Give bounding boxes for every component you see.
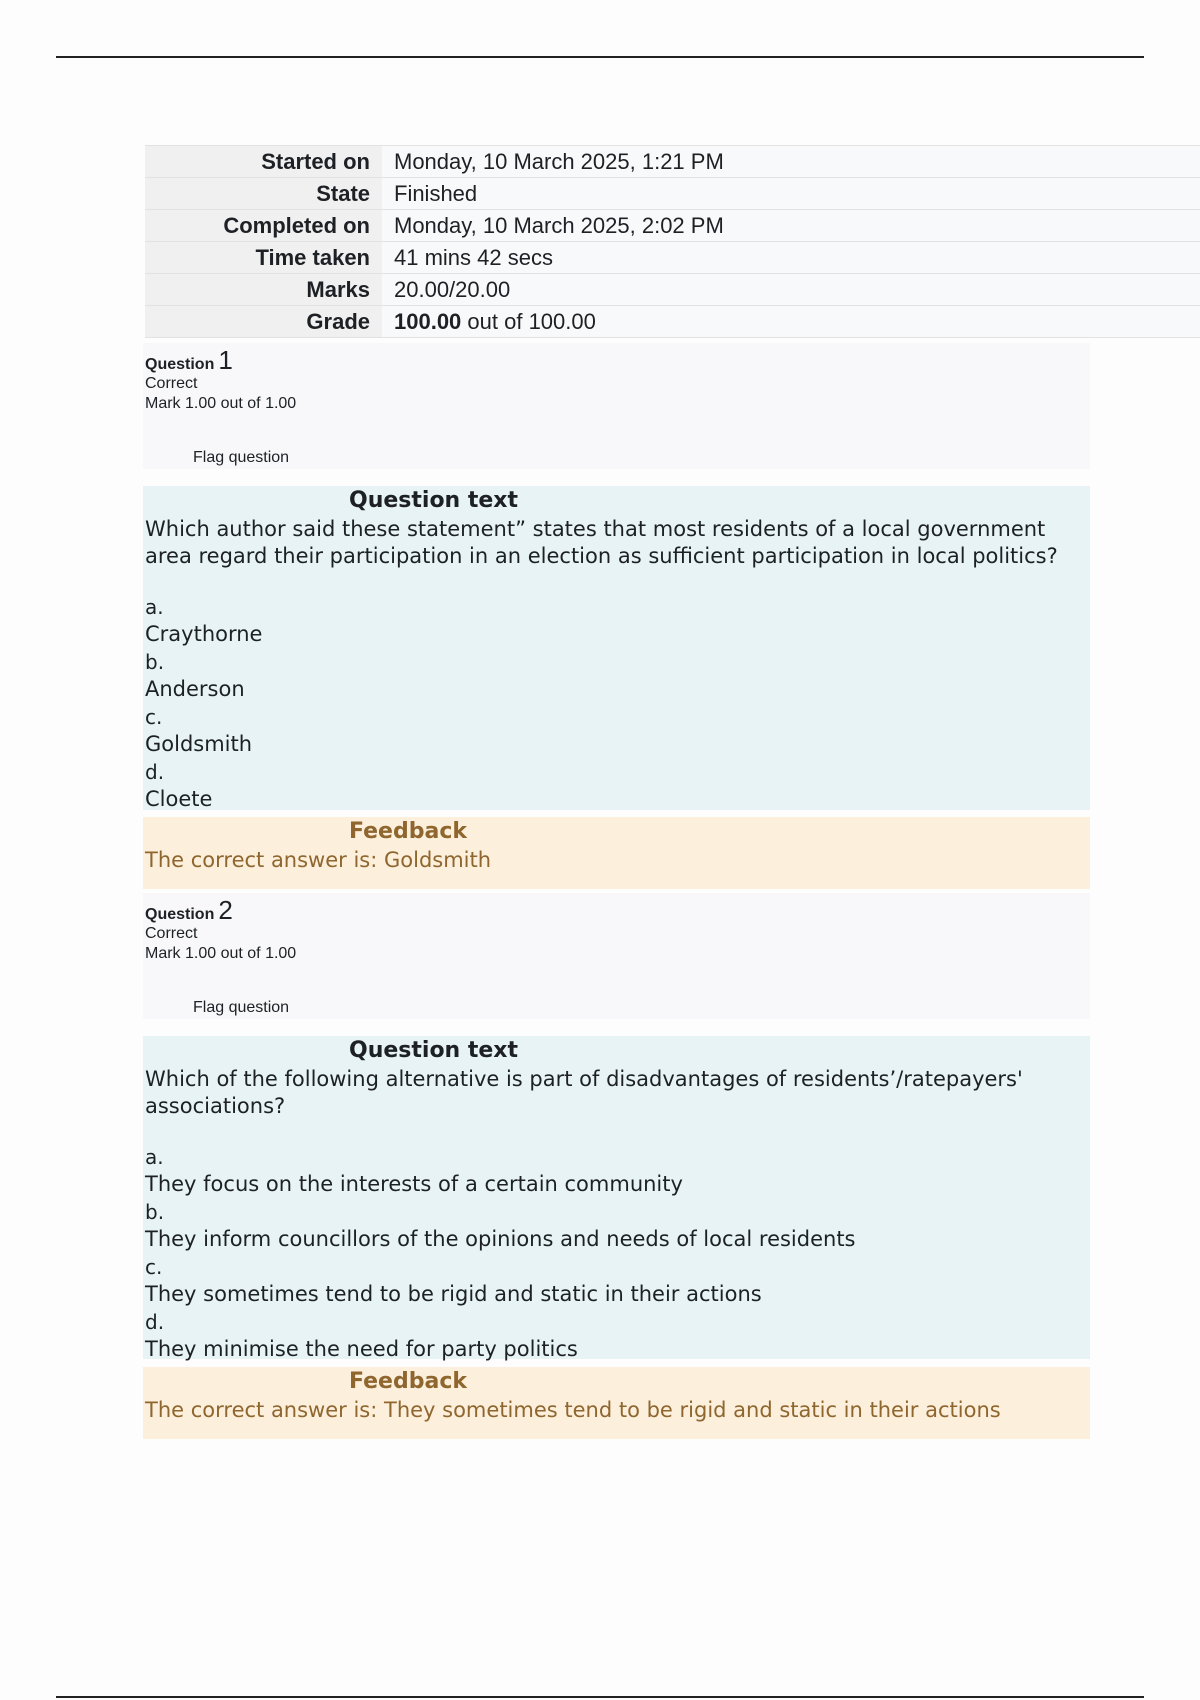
question-prompt: Which of the following alternative is part of disadvantages of residents’/ratepayers' associations? xyxy=(145,1067,1023,1118)
summary-label: Marks xyxy=(145,274,382,306)
answer-option-d[interactable] xyxy=(145,1309,1085,1364)
question-grade: Mark 1.00 out of 1.00 xyxy=(145,395,297,412)
question-state: Correct xyxy=(145,375,198,392)
answer-letter: c. xyxy=(145,705,163,729)
flag-question-link[interactable]: Flag question xyxy=(193,999,290,1016)
grade-max: out of 100.00 xyxy=(461,308,596,334)
answer-letter: c. xyxy=(145,1255,163,1279)
question-number xyxy=(145,345,233,376)
answer-option-c[interactable] xyxy=(145,704,1085,759)
question-2-feedback xyxy=(143,1367,1090,1439)
question-label: Question xyxy=(145,906,215,923)
answer-list xyxy=(145,594,1085,814)
answer-option-a[interactable] xyxy=(145,594,1085,649)
question-number-value: 2 xyxy=(218,895,233,925)
summary-row-completed-on xyxy=(145,210,1200,242)
answer-label: Craythorne xyxy=(145,622,263,646)
answer-label: They focus on the interests of a certain community xyxy=(145,1172,683,1196)
answer-letter: b. xyxy=(145,1200,165,1224)
answer-label: Cloete xyxy=(145,787,213,811)
question-1-feedback xyxy=(143,817,1090,889)
question-prompt: Which author said these statement” states that most residents of a local government area regard their participation in an election as sufficient participation in local politics? xyxy=(145,517,1058,568)
feedback-text: The correct answer is: Goldsmith xyxy=(145,848,492,872)
answer-letter: d. xyxy=(145,1310,165,1334)
summary-value xyxy=(382,306,1200,338)
summary-value: 41 mins 42 secs xyxy=(382,242,1200,274)
answer-letter: a. xyxy=(145,1145,164,1169)
summary-value: 20.00/20.00 xyxy=(382,274,1200,306)
summary-value: Finished xyxy=(382,178,1200,210)
question-label: Question xyxy=(145,356,215,373)
question-state: Correct xyxy=(145,925,198,942)
summary-row-marks xyxy=(145,274,1200,306)
answer-label: Goldsmith xyxy=(145,732,253,756)
grade-score: 100.00 xyxy=(394,308,462,334)
summary-row-time-taken xyxy=(145,242,1200,274)
feedback-heading: Feedback xyxy=(349,819,467,844)
header-divider xyxy=(56,56,1144,58)
summary-label: Started on xyxy=(145,146,382,178)
question-number-value: 1 xyxy=(218,345,233,375)
answer-label: They sometimes tend to be rigid and static in their actions xyxy=(145,1282,762,1306)
answer-option-a[interactable] xyxy=(145,1144,1085,1199)
footer-divider xyxy=(56,1696,1144,1698)
summary-value: Monday, 10 March 2025, 1:21 PM xyxy=(382,146,1200,178)
question-1-content xyxy=(143,486,1090,810)
attempt-summary-table xyxy=(145,145,1200,338)
answer-label: They inform councillors of the opinions and needs of local residents xyxy=(145,1227,856,1251)
flag-question-link[interactable]: Flag question xyxy=(193,449,290,466)
question-number xyxy=(145,895,233,926)
answer-label: They minimise the need for party politics xyxy=(145,1337,578,1361)
answer-letter: d. xyxy=(145,760,165,784)
answer-option-d[interactable] xyxy=(145,759,1085,814)
summary-row-state xyxy=(145,178,1200,210)
summary-label: Grade xyxy=(145,306,382,338)
feedback-text: The correct answer is: They sometimes tend to be rigid and static in their actions xyxy=(145,1398,1001,1422)
summary-label: State xyxy=(145,178,382,210)
summary-label: Completed on xyxy=(145,210,382,242)
answer-option-b[interactable] xyxy=(145,649,1085,704)
question-1-info xyxy=(143,343,1090,469)
question-2-info xyxy=(143,893,1090,1019)
question-text-heading: Question text xyxy=(349,1038,519,1063)
answer-list xyxy=(145,1144,1085,1364)
answer-option-c[interactable] xyxy=(145,1254,1085,1309)
answer-option-b[interactable] xyxy=(145,1199,1085,1254)
summary-row-started-on xyxy=(145,146,1200,178)
summary-label: Time taken xyxy=(145,242,382,274)
answer-letter: b. xyxy=(145,650,165,674)
question-grade: Mark 1.00 out of 1.00 xyxy=(145,945,297,962)
feedback-heading: Feedback xyxy=(349,1369,467,1394)
answer-letter: a. xyxy=(145,595,164,619)
answer-label: Anderson xyxy=(145,677,245,701)
question-2-content xyxy=(143,1036,1090,1359)
summary-value: Monday, 10 March 2025, 2:02 PM xyxy=(382,210,1200,242)
question-text-heading: Question text xyxy=(349,488,519,513)
summary-row-grade xyxy=(145,306,1200,338)
